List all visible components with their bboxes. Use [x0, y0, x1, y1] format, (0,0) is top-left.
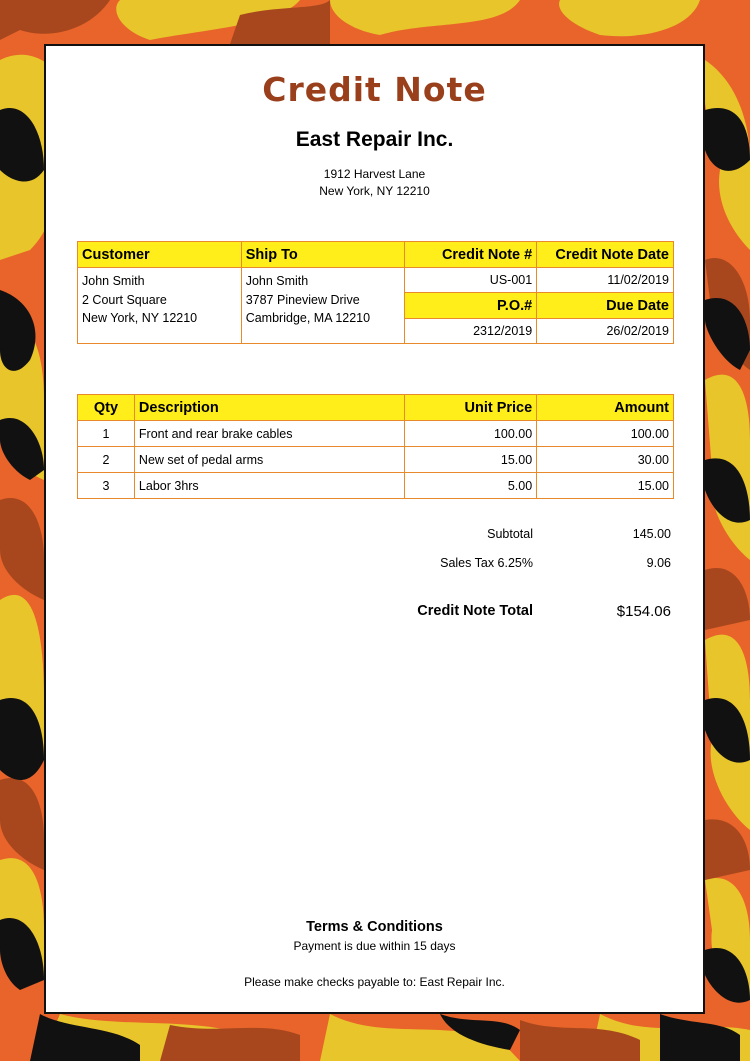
item-amount: 15.00 — [537, 473, 674, 499]
unit-price-header: Unit Price — [405, 395, 537, 421]
terms-title: Terms & Conditions — [306, 919, 443, 935]
item-amount: 30.00 — [537, 447, 674, 473]
item-description: New set of pedal arms — [134, 447, 404, 473]
credit-note-number-header: Credit Note # — [405, 242, 537, 268]
document-title: Credit Note — [262, 70, 487, 109]
sales-tax-value: 9.06 — [646, 556, 671, 570]
subtotal-value: 145.00 — [632, 527, 671, 541]
credit-note-total-value: $154.06 — [616, 603, 671, 620]
item-qty: 3 — [78, 473, 135, 499]
sales-tax-label: Sales Tax 6.25% — [440, 556, 533, 570]
subtotal-label: Subtotal — [487, 527, 533, 541]
due-date: 26/02/2019 — [537, 319, 674, 344]
item-description: Labor 3hrs — [134, 473, 404, 499]
description-header: Description — [134, 395, 404, 421]
qty-header: Qty — [78, 395, 135, 421]
customer-address — [78, 268, 242, 344]
terms-text: Payment is due within 15 days — [293, 939, 456, 953]
ship-to-line: Cambridge, MA 12210 — [245, 311, 371, 325]
table-row — [78, 421, 674, 447]
credit-note-number: US-001 — [405, 268, 537, 293]
credit-note-page — [44, 44, 705, 1014]
item-unit-price: 5.00 — [405, 473, 537, 499]
table-row — [78, 473, 674, 499]
info-table — [77, 241, 674, 344]
ship-to-header: Ship To — [241, 242, 405, 268]
company-address-line1: 1912 Harvest Lane — [323, 167, 426, 181]
items-table — [77, 394, 674, 499]
po-header: P.O.# — [405, 293, 537, 319]
due-date-header: Due Date — [537, 293, 674, 319]
amount-header: Amount — [537, 395, 674, 421]
ship-to-address — [241, 268, 405, 344]
item-qty: 1 — [78, 421, 135, 447]
credit-note-total-label: Credit Note Total — [417, 603, 533, 619]
credit-note-date-header: Credit Note Date — [537, 242, 674, 268]
company-address-line2: New York, NY 12210 — [319, 184, 430, 198]
ship-to-line: 3787 Pineview Drive — [245, 292, 360, 307]
item-amount: 100.00 — [537, 421, 674, 447]
ship-to-line: John Smith — [245, 274, 309, 288]
company-name: East Repair Inc. — [295, 128, 454, 151]
customer-line: 2 Court Square — [82, 292, 167, 307]
payable-note: Please make checks payable to: East Repair Inc. — [244, 975, 505, 989]
item-unit-price: 100.00 — [405, 421, 537, 447]
item-description: Front and rear brake cables — [134, 421, 404, 447]
table-row — [78, 447, 674, 473]
item-qty: 2 — [78, 447, 135, 473]
customer-line: John Smith — [82, 274, 145, 288]
item-unit-price: 15.00 — [405, 447, 537, 473]
po-number: 2312/2019 — [405, 319, 537, 344]
credit-note-date: 11/02/2019 — [537, 268, 674, 293]
customer-line: New York, NY 12210 — [82, 311, 198, 325]
customer-header: Customer — [78, 242, 242, 268]
